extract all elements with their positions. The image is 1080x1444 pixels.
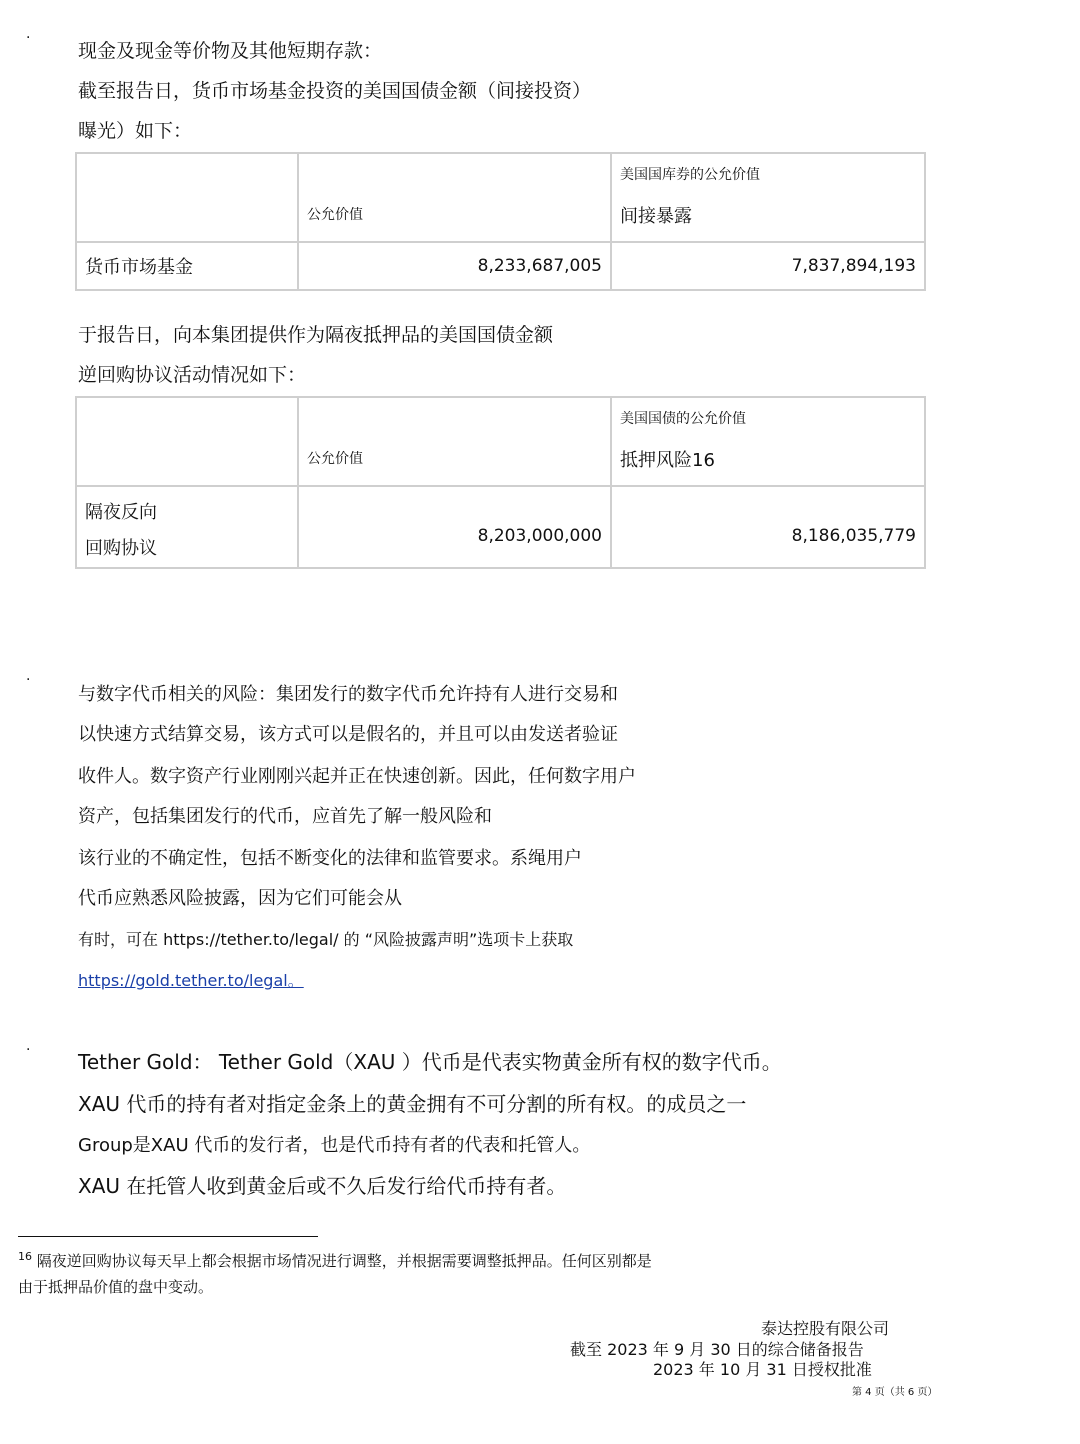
table-header-cell <box>298 153 611 242</box>
exposure-cell: 7,837,894,193 <box>611 242 925 290</box>
risk-text-line: 资产，包括集团发行的代币，应首先了解一般风险和 <box>78 806 492 827</box>
footer-company: 泰达控股有限公司 <box>761 1319 890 1338</box>
risk-text-line: 与数字代币相关的风险：集团发行的数字代币允许持有人进行交易和 <box>78 684 618 705</box>
repo-table <box>75 396 926 569</box>
row-label-text: 货币市场基金 <box>85 257 193 278</box>
footer-approval-date: 2023 年 10 月 31 日授权批准 <box>653 1360 872 1379</box>
treasury-fair-value-header: 美国国库券的公允价值 <box>620 167 760 183</box>
section1-heading: 现金及现金等价物及其他短期存款： <box>78 40 383 62</box>
risk-text-line: 有时，可在 https://tether.to/legal/ 的 “风险披露声明”选项卡上获取 <box>78 930 574 949</box>
risk-text-line: 以快速方式结算交易，该方式可以是假名的，并且可以由发送者验证 <box>78 724 618 745</box>
tether-gold-line: XAU 代币的持有者对指定金条上的黄金拥有不可分割的所有权。的成员之一 <box>78 1092 747 1116</box>
bullet-marker: · <box>26 1042 31 1058</box>
risk-text-line: 该行业的不确定性，包括不断变化的法律和监管要求。系绳用户 <box>78 848 582 869</box>
table-header-cell <box>611 397 925 486</box>
row-label-line: 回购协议 <box>85 538 157 559</box>
treasury-table <box>75 152 926 291</box>
table-row <box>76 242 925 290</box>
footnote-line <box>18 1250 652 1271</box>
row-label-line: 隔夜反向 <box>85 502 157 523</box>
table-header-row <box>76 397 925 486</box>
row-label <box>76 242 298 290</box>
risk-text-line: 收件人。数字资产行业刚刚兴起并正在快速创新。因此，任何数字用户 <box>78 766 636 787</box>
table-header-empty <box>76 153 298 242</box>
fair-value-cell: 8,233,687,005 <box>298 242 611 290</box>
section1-text: 曝光）如下： <box>78 120 193 142</box>
gold-legal-link[interactable]: https://gold.tether.to/legal。 <box>78 971 304 990</box>
tether-gold-line: XAU 在托管人收到黄金后或不久后发行给代币持有者。 <box>78 1174 567 1198</box>
section2-text: 逆回购协议活动情况如下： <box>78 364 307 386</box>
bullet-marker: · <box>26 672 31 688</box>
tether-gold-line: Group是XAU 代币的发行者，也是代币持有者的代表和托管人。 <box>78 1135 591 1156</box>
footnote-divider <box>18 1236 318 1237</box>
fair-value-cell: 8,203,000,000 <box>298 486 611 568</box>
table-header-cell <box>611 153 925 242</box>
table-row <box>76 486 925 568</box>
risk-text-line: 代币应熟悉风险披露，因为它们可能会从 <box>78 888 402 909</box>
footnote-text: 由于抵押品价值的盘中变动。 <box>18 1278 214 1296</box>
section1-text: 截至报告日，货币市场基金投资的美国国债金额（间接投资） <box>78 80 592 102</box>
section2-text: 于报告日，向本集团提供作为隔夜抵押品的美国国债金额 <box>78 324 554 346</box>
table-header-row <box>76 153 925 242</box>
footnote-text: 隔夜逆回购协议每天早上都会根据市场情况进行调整，并根据需要调整抵押品。任何区别都是 <box>36 1252 652 1270</box>
indirect-exposure-header: 间接暴露 <box>620 206 692 227</box>
fair-value-header: 公允价值 <box>307 207 363 223</box>
treasury-fair-value-header: 美国国债的公允价值 <box>620 411 746 427</box>
footnote-marker: 16 <box>18 1250 32 1263</box>
bullet-marker: · <box>26 30 31 46</box>
exposure-cell: 8,186,035,779 <box>611 486 925 568</box>
footer-report-title: 截至 2023 年 9 月 30 日的综合储备报告 <box>570 1340 864 1359</box>
table-header-empty <box>76 397 298 486</box>
fair-value-header: 公允价值 <box>307 451 363 467</box>
table-header-cell <box>298 397 611 486</box>
collateral-exposure-header: 抵押风险16 <box>620 450 715 471</box>
row-label <box>76 486 298 568</box>
page-number: 第 4 页（共 6 页） <box>852 1387 938 1398</box>
tether-gold-line: Tether Gold： Tether Gold（XAU ）代币是代表实物黄金所有权的数字代币。 <box>78 1050 782 1074</box>
